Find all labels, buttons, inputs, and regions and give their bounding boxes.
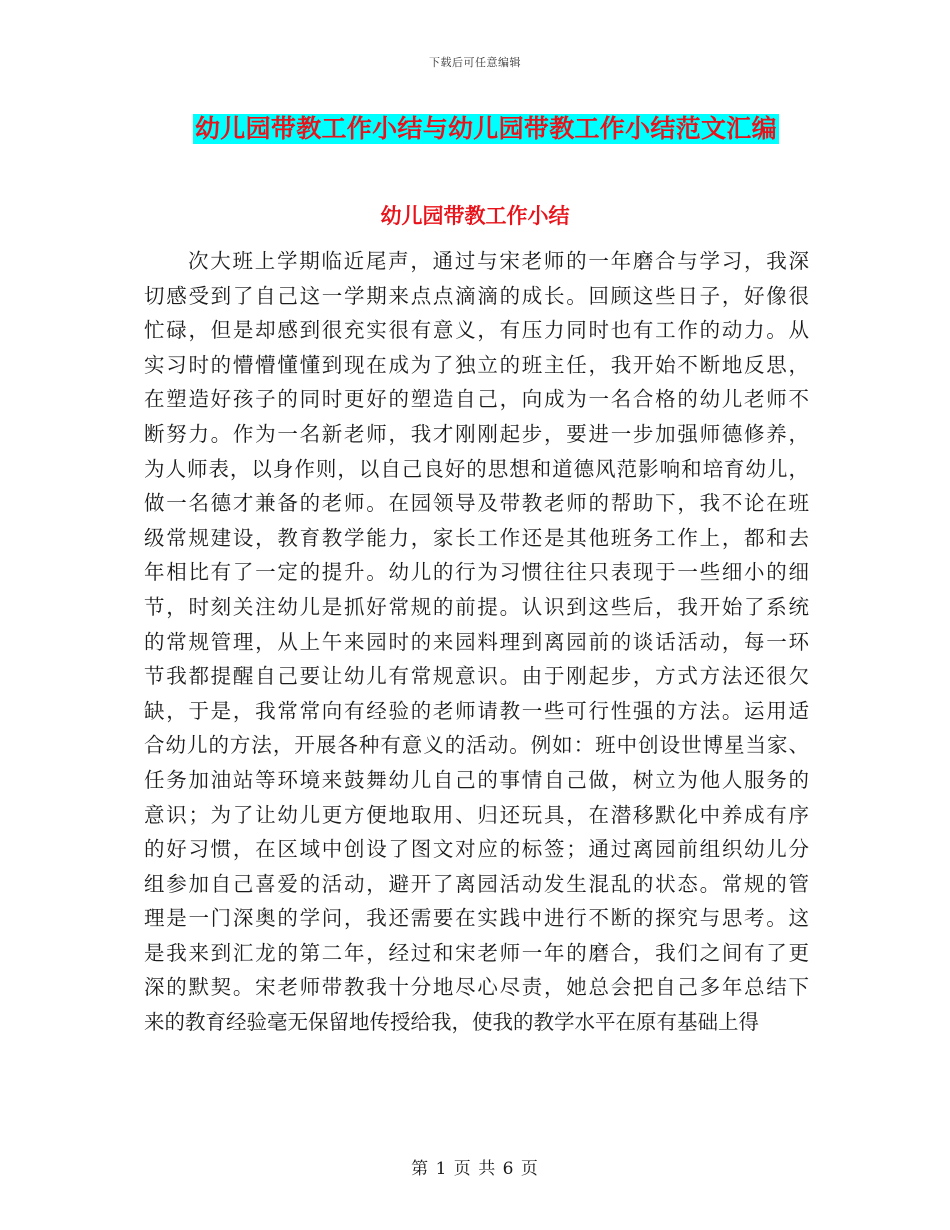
paragraph-line: 理是一门深奥的学问，我还需要在实践中进行不断的探究与思考。这	[144, 906, 809, 931]
main-title-wrap	[193, 114, 779, 144]
paragraph-line: 在塑造好孩子的同时更好的塑造自己，向成为一名合格的幼儿老师不	[144, 387, 809, 412]
paragraph-line: 做一名德才兼备的老师。在园领导及带教老师的帮助下，我不论在班	[144, 491, 809, 516]
paragraph-line: 实习时的懵懵懂懂到现在成为了独立的班主任，我开始不断地反思，	[144, 352, 809, 377]
paragraph-line: 来的教育经验毫无保留地传授给我，使我的教学水平在原有基础上得	[144, 1010, 759, 1035]
paragraph-line: 组参加自己喜爱的活动，避开了离园活动发生混乱的状态。常规的管	[144, 871, 809, 896]
paragraph-line: 意识；为了让幼儿更方便地取用、归还玩具，在潜移默化中养成有序	[144, 802, 809, 827]
paragraph-line: 的好习惯，在区域中创设了图文对应的标签；通过离园前组织幼儿分	[144, 837, 809, 862]
paragraph-line: 年相比有了一定的提升。幼儿的行为习惯往往只表现于一些细小的细	[144, 560, 809, 585]
paragraph-line: 节我都提醒自己要让幼儿有常规意识。由于刚起步，方式方法还很欠	[144, 664, 809, 689]
main-title: 幼儿园带教工作小结与幼儿园带教工作小结范文汇编	[195, 114, 777, 143]
paragraph-line: 合幼儿的方法，开展各种有意义的活动。例如：班中创设世博星当家、	[144, 733, 809, 758]
body-paragraph	[144, 244, 809, 1040]
paragraph-line: 的常规管理，从上午来园时的来园料理到离园前的谈话活动，每一环	[144, 629, 809, 654]
paragraph-line: 是我来到汇龙的第二年，经过和宋老师一年的磨合，我们之间有了更	[144, 940, 809, 965]
header-note: 下载后可任意编辑	[429, 56, 521, 69]
paragraph-line: 切感受到了自己这一学期来点点滴滴的成长。回顾这些日子，好像很	[144, 283, 809, 308]
paragraph-line: 任务加油站等环境来鼓舞幼儿自己的事情自己做，树立为他人服务的	[144, 767, 809, 792]
paragraph-line: 断努力。作为一名新老师，我才刚刚起步，要进一步加强师德修养，	[144, 421, 809, 446]
paragraph-line: 深的默契。宋老师带教我十分地尽心尽责，她总会把自己多年总结下	[144, 975, 809, 1000]
paragraph-line: 次大班上学期临近尾声，通过与宋老师的一年磨合与学习，我深	[188, 249, 809, 273]
section-title: 幼儿园带教工作小结	[380, 203, 570, 228]
paragraph-line: 缺，于是，我常常向有经验的老师请教一些可行性强的方法。运用适	[144, 698, 809, 723]
paragraph-line: 节，时刻关注幼儿是抓好常规的前提。认识到这些后，我开始了系统	[144, 594, 809, 619]
page-number: 第 1 页 共 6 页	[411, 1159, 539, 1179]
paragraph-line: 忙碌，但是却感到很充实很有意义，有压力同时也有工作的动力。从	[144, 318, 809, 343]
paragraph-line: 级常规建设，教育教学能力，家长工作还是其他班务工作上，都和去	[144, 525, 809, 550]
paragraph-line: 为人师表，以身作则，以自己良好的思想和道德风范影响和培育幼儿，	[144, 456, 809, 481]
